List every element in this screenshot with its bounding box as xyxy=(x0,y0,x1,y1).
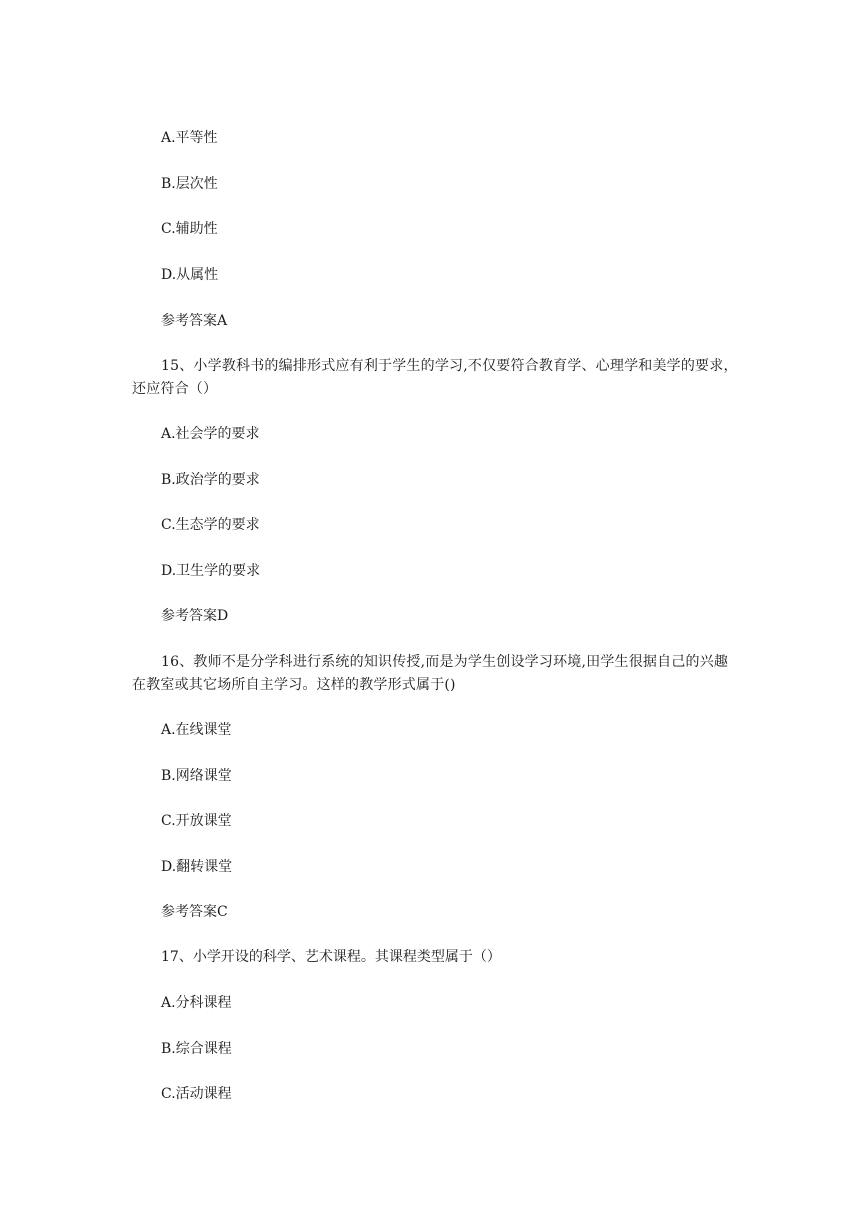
q17-option-b: B.综合课程 xyxy=(161,1041,232,1057)
q15-option-a: A.社会学的要求 xyxy=(161,426,260,442)
q14-option-c: C.辅助性 xyxy=(161,221,218,237)
q17-stem: 17、小学开设的科学、艺术课程。其课程类型属于（） xyxy=(161,949,501,965)
q16-option-b: B.网络课堂 xyxy=(161,768,232,784)
q16-answer: 参考答案C xyxy=(161,904,228,920)
q17-option-a: A.分科课程 xyxy=(161,995,232,1011)
q16-option-d: D.翻转课堂 xyxy=(161,859,233,875)
q15-answer: 参考答案D xyxy=(161,608,229,624)
q15-option-d: D.卫生学的要求 xyxy=(161,563,261,579)
q14-option-a: A.平等性 xyxy=(161,130,218,146)
q14-answer: 参考答案A xyxy=(161,313,228,329)
q17-option-c: C.活动课程 xyxy=(161,1086,232,1102)
q15-option-c: C.生态学的要求 xyxy=(161,517,260,533)
q16-option-c: C.开放课堂 xyxy=(161,813,232,829)
q16-stem: 16、教师不是分学科进行系统的知识传授,而是为学生创设学习环境,田学生很据自己的兴趣在教室或其它场所自主学习。这样的教学形式属于() xyxy=(132,654,729,693)
q15-option-b: B.政治学的要求 xyxy=(161,472,260,488)
q14-option-d: D.从属性 xyxy=(161,267,219,283)
q16-option-a: A.在线课堂 xyxy=(161,722,232,738)
q15-stem: 15、小学教科书的编排形式应有利于学生的学习,不仅要符合教育学、心理学和美学的要求，还应符合（） xyxy=(132,358,738,397)
q14-option-b: B.层次性 xyxy=(161,176,218,192)
